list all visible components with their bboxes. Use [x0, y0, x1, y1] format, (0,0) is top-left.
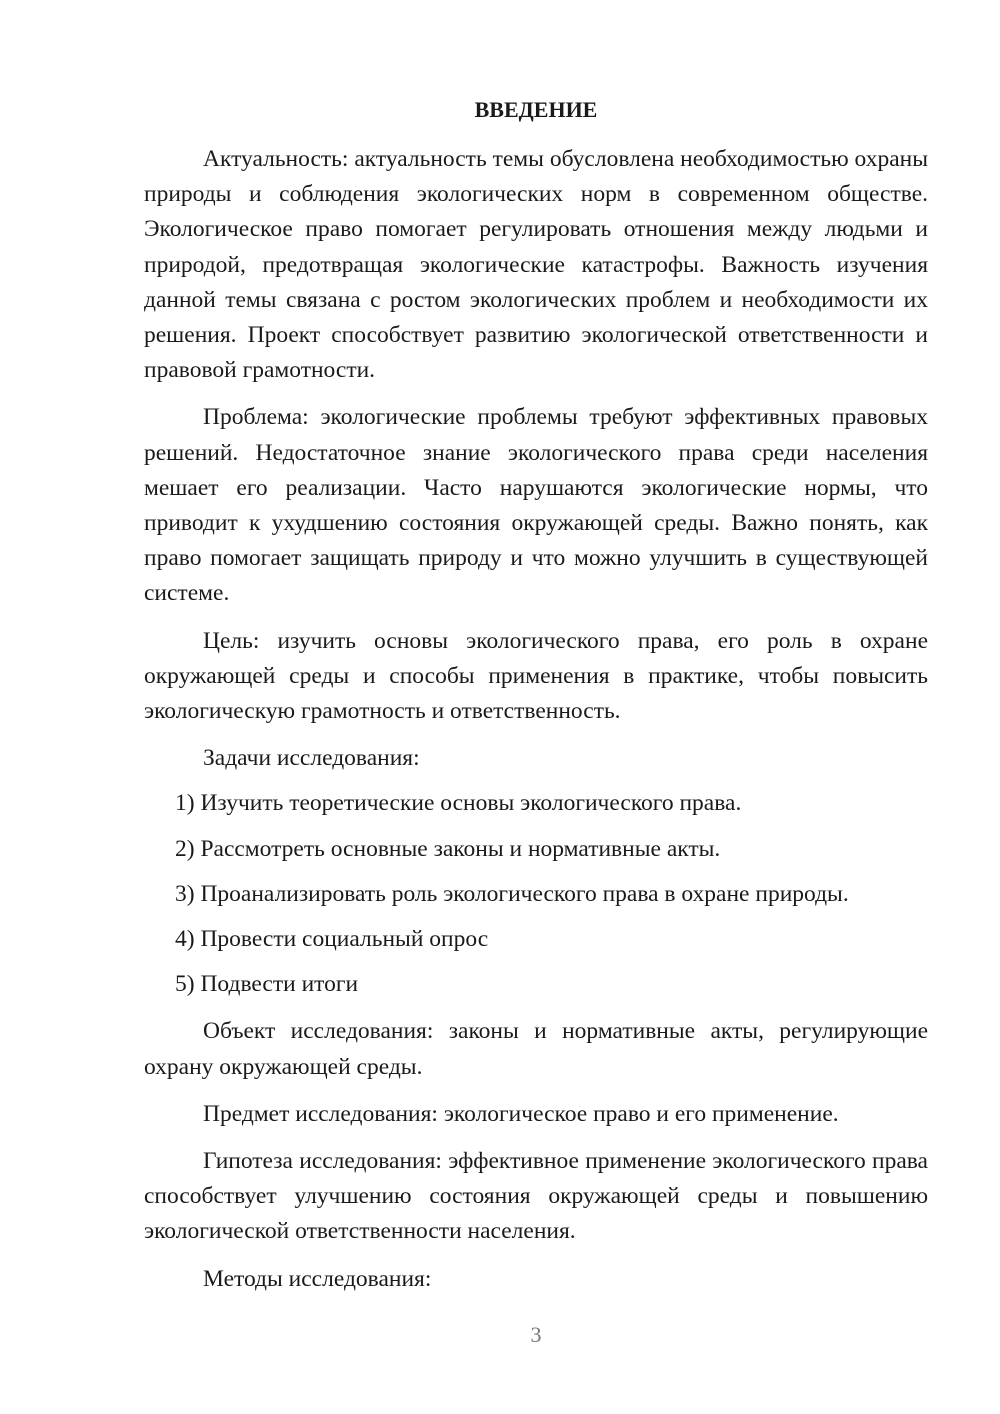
page-number: 3 [530, 1322, 542, 1347]
page-content [144, 92, 928, 1297]
list-item: 5) Подвести итоги [175, 971, 359, 998]
list-item: 2) Рассмотреть основные законы и нормативные акты. [175, 835, 721, 862]
methods-heading: Методы исследования: [203, 1265, 432, 1292]
paragraph-goal: Цель: изучить основы экологического права, его роль в охране окружающей среды и способы применения в практике, чтобы повысить экологическую грамотность и ответственность. [144, 627, 928, 725]
list-item: 3) Проанализировать роль экологического права в охране природы. [175, 880, 849, 907]
page-title: ВВЕДЕНИЕ [474, 97, 598, 122]
paragraph-problem: Проблема: экологические проблемы требуют эффективных правовых решений. Недостаточное знание экологического права среди населения мешает его реализации. Часто нарушаются экологические нормы, что приводит к ухудшению состояния окружающей среды. Важно понять, как право помогает защищать природу и что можно улучшить в существующей системе. [144, 404, 928, 607]
paragraph-relevance: Актуальность: актуальность темы обусловлена необходимостью охраны природы и соблюдения экологических норм в современном обществе. Экологическое право помогает регулировать отношения между людьми и природой, предотвращая экологические катастрофы. Важность изучения данной темы связана с ростом экологических проблем и необходимости их решения. Проект способствует развитию экологической ответственности и правовой грамотности. [144, 146, 928, 384]
paragraph-object: Объект исследования: законы и нормативные акты, регулирующие охрану окружающей среды. [144, 1018, 928, 1080]
paragraph-hypothesis: Гипотеза исследования: эффективное применение экологического права способствует улучшению состояния окружающей среды и повышению экологической ответственности населения. [144, 1148, 928, 1245]
paragraph-subject: Предмет исследования: экологическое право и его применение. [203, 1100, 839, 1127]
list-item: 4) Провести социальный опрос [175, 926, 489, 953]
list-item: 1) Изучить теоретические основы экологического права. [175, 790, 742, 817]
tasks-list [144, 786, 928, 1002]
tasks-heading: Задачи исследования: [203, 745, 420, 772]
